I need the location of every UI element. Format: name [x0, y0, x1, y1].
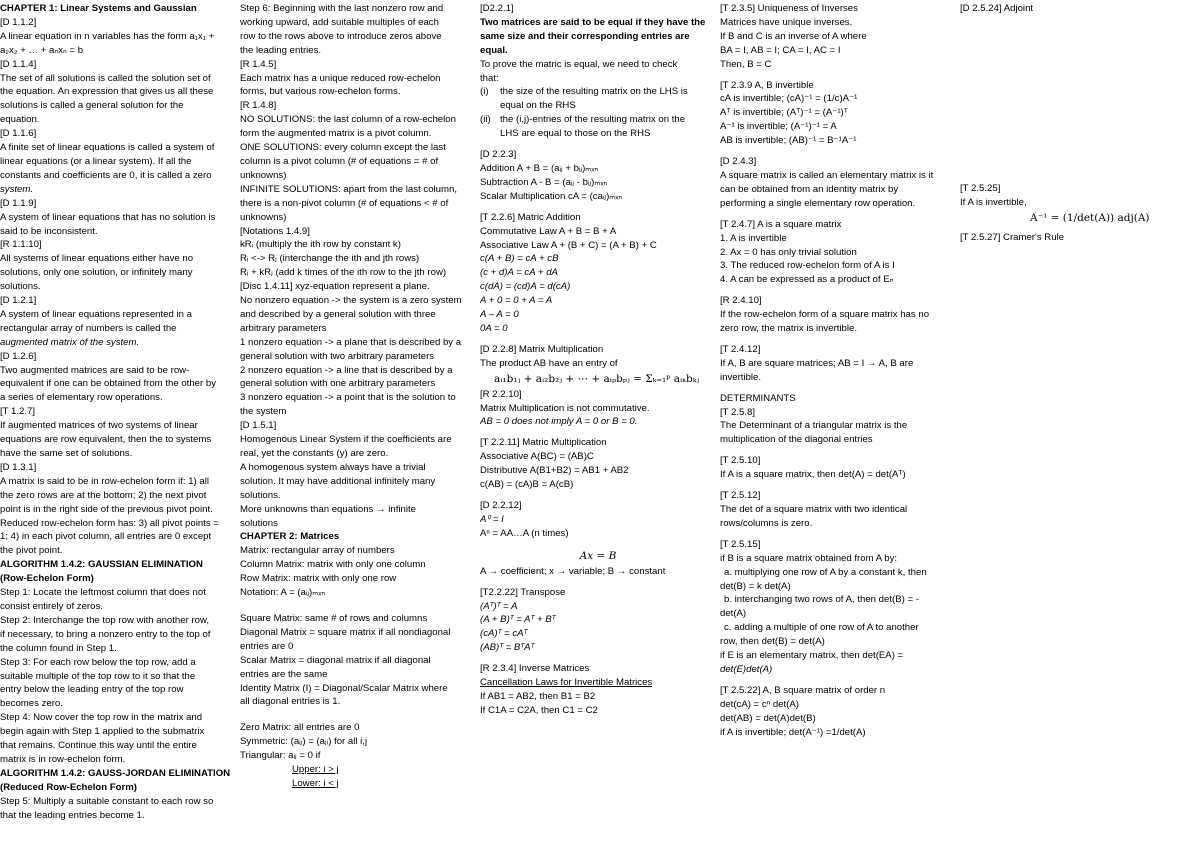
text-line: det(E)det(A): [720, 663, 773, 675]
text-line: If AB1 = AB2, then B1 = B2: [480, 690, 596, 702]
text-line: if B is a square matrix obtained from A by:: [720, 552, 898, 564]
text-line: c(A + B) = cA + cB: [480, 253, 559, 265]
text-line: arbitrary parameters: [240, 322, 327, 334]
spacer: [720, 531, 956, 538]
text-line: unknowns): [240, 211, 287, 223]
text-line: 2. Ax = 0 has only trivial solution: [720, 246, 857, 258]
text-line: Triangular: aᵢⱼ = 0 if: [240, 750, 321, 762]
text-line: constants and coefficients are 0, it is called a zero: [0, 169, 212, 181]
text-line: Two matrices are said to be equal if they have the: [480, 16, 706, 28]
list-marker: (i): [480, 86, 489, 98]
text-line: column is a pivot column (# of equations = # of: [240, 155, 439, 167]
algorithm-heading: ALGORITHM 1.4.2: GAUSSIAN ELIMINATION: [0, 559, 203, 571]
text-line: A⁻¹ is invertible; (A⁻¹)⁻¹ = A: [720, 121, 837, 133]
text-line: Matrix: rectangular array of numbers: [240, 545, 395, 557]
spacer: [720, 385, 956, 392]
text-line: Column Matrix: matrix with only one column: [240, 559, 426, 571]
spacer: [240, 600, 478, 612]
text-line: solutions.: [240, 489, 281, 501]
spacer: [720, 482, 956, 489]
spacer: [720, 287, 956, 294]
spacer: [720, 211, 956, 218]
text-line: linear equations (or a linear system). If all the: [0, 155, 192, 167]
label-d2212: [D 2.2.12]: [480, 500, 522, 511]
text-line: kRᵢ (multiply the ith row by constant k): [240, 239, 401, 251]
product-formula: aᵢ₁b₁ⱼ + aᵢ₂b₂ⱼ + ⋯ + aᵢₚbₚⱼ = Σₖ₌₁ᵖ aᵢₖbₖⱼ: [494, 372, 700, 385]
text-line: If augmented matrices of two systems of linear: [0, 420, 198, 432]
spacer: [480, 541, 716, 548]
text-line: BA = I, AB = I; CA = I, AC = I: [720, 44, 841, 56]
label-d112: [D 1.1.2]: [0, 16, 37, 28]
step-line: Step 2: Interchange the top row with another row,: [0, 614, 210, 626]
section-heading-determinants: DETERMINANTS: [720, 392, 796, 404]
text-line: If the row-echelon form of a square matrix has no: [720, 309, 930, 321]
text-line: equations are row equivalent, then the to systems: [0, 434, 212, 446]
text-line: same size and their corresponding entries are: [480, 30, 690, 42]
text-line: 2 nonzero equation -> a line that is described by a: [240, 364, 453, 376]
text-line: point is in the right side of the previous pivot point.: [0, 503, 213, 515]
spacer: [720, 148, 956, 155]
text-line: form the augmented matrix is a pivot column.: [240, 128, 432, 140]
text-line: solutions: [240, 517, 278, 529]
text-line: rows/columns is zero.: [720, 517, 813, 529]
text-line: 3 nonzero equation -> a point that is the solution to: [240, 392, 456, 404]
label-t2512: [T 2.5.12]: [720, 490, 761, 502]
label-t2515: [T 2.5.15]: [720, 538, 761, 550]
text-line: A finite set of linear equations is called a system of: [0, 142, 215, 154]
text-line: A system of linear equations that has no solution is: [0, 211, 216, 223]
text-line: Scalar Multiplication cA = (caᵢⱼ)ₘₓₙ: [480, 190, 623, 202]
algorithm-subheading: (Reduced Row-Echelon Form): [0, 781, 137, 793]
text-line: c(dA) = (cd)A = d(cA): [480, 281, 571, 293]
text-line: solutions.: [0, 281, 41, 293]
label-d151: [D 1.5.1]: [240, 420, 277, 432]
text-line: consist entirely of zeros.: [0, 600, 103, 612]
text-line: multiplication of the diagonal entries: [720, 434, 873, 446]
text-line: general solution with one arbitrary parameters: [240, 378, 436, 390]
label-t235: [T 2.3.5] Uniqueness of Inverses: [720, 3, 858, 14]
text-line: entry below the leading entry of the top row: [0, 684, 184, 696]
label-t239: [T 2.3.9 A, B invertible: [720, 79, 814, 91]
label-r234: [R 2.3.4] Inverse Matrices: [480, 663, 590, 675]
spacer: [480, 336, 716, 343]
text-line: rectangular array of numbers is called the: [0, 322, 177, 334]
text-line: forms, but various row-echelon forms.: [240, 86, 401, 98]
text-line: matrix is in row-echelon form.: [0, 753, 126, 765]
inverse-adjoint-formula: A⁻¹ = (1/det(A)) adj(A): [1030, 211, 1150, 224]
text-line: The Determinant of a triangular matrix is the: [720, 420, 908, 432]
text-line: AB = 0 does not imply A = 0 or B = 0.: [480, 416, 638, 428]
text-line: A → coefficient; x → variable; B → constant: [480, 565, 666, 577]
text-line: 1 nonzero equation -> a plane that is described by a: [240, 336, 462, 348]
text-line: (AB)ᵀ = BᵀAᵀ: [480, 642, 535, 654]
label-d121: [D 1.2.1]: [0, 295, 37, 307]
text-line: Scalar Matrix = diagonal matrix if all diagonal: [240, 654, 431, 666]
label-d114: [D 1.1.4]: [0, 58, 37, 70]
text-line: invertible.: [720, 371, 762, 383]
text-line: system.: [0, 183, 34, 195]
label-r145: [R 1.4.5]: [240, 58, 277, 70]
text-line: becomes zero.: [0, 698, 63, 710]
text-line: Square Matrix: same # of rows and columns: [240, 612, 428, 624]
text-line: zero row, the matrix is invertible.: [720, 323, 858, 335]
text-line: A linear equation in n variables has the form a₁x₁ +: [0, 30, 215, 42]
text-line: real, yet the constants (y) are zero.: [240, 448, 389, 459]
spacer: [720, 336, 956, 343]
label-r1110: [R 1.1.10]: [0, 239, 42, 251]
text-line: entries are the same: [240, 668, 328, 680]
text-line: More unknowns than equations → infinite: [240, 503, 416, 515]
text-line: all diagonal entries is 1.: [240, 696, 341, 708]
list-marker: (ii): [480, 114, 491, 126]
text-line: c. adding a multiple of one row of A to another: [724, 622, 919, 634]
text-line: if A is invertible; det(A⁻¹) =1/det(A): [720, 726, 866, 738]
text-line: If A, B are square matrices; AB = I → A, B are: [720, 357, 914, 369]
text-line: The set of all solutions is called the solution set of: [0, 72, 211, 84]
text-line: augmented matrix of the system.: [0, 336, 140, 348]
text-line: working upward, add suitable multiples of each: [240, 16, 439, 28]
text-line: Lower: i < j: [292, 777, 339, 789]
text-line: equivalent if one can be obtained from the other by: [0, 378, 217, 390]
spacer: [480, 492, 716, 499]
text-line: 0A = 0: [480, 322, 508, 334]
text-line: row, then det(B) = det(A): [720, 636, 825, 648]
text-line: unknowns): [240, 169, 287, 181]
text-line: begin again with Step 1 applied to the submatrix: [0, 726, 205, 738]
column-2: [240, 2, 478, 791]
spacer: [480, 579, 716, 586]
text-line: cA is invertible; (cA)⁻¹ = (1/c)A⁻¹: [720, 93, 858, 105]
list-item: [480, 85, 716, 99]
text-line: A – A = 0: [480, 309, 519, 321]
text-line: Aᵀ is invertible; (Aᵀ)⁻¹ = (A⁻¹)ᵀ: [720, 107, 848, 119]
spacer: [240, 709, 478, 721]
text-line: det(B) = k det(A): [720, 580, 791, 592]
text-line: [Disc 1.4.11] xyz-equation represent a plane.: [240, 281, 430, 293]
label-d243: [D 2.4.3]: [720, 156, 757, 168]
text-line: Subtraction A - B = (aᵢⱼ - bᵢⱼ)ₘₓₙ: [480, 176, 608, 188]
step-line: Step 1: Locate the leftmost column that does not: [0, 587, 206, 599]
text-line: row to the rows above to introduce zeros above: [240, 30, 442, 42]
text-line: Matrices have unique inverses.: [720, 16, 853, 28]
text-line: Associative A(BC) = (AB)C: [480, 451, 594, 463]
text-line: (Aᵀ)ᵀ = A: [480, 600, 518, 612]
label-d116: [D 1.1.6]: [0, 128, 37, 140]
label-d119: [D 1.1.9]: [0, 197, 37, 209]
label-t127: [T 1.2.7]: [0, 406, 36, 418]
text-line: b. interchanging two rows of A, then det(B) = -: [724, 594, 919, 606]
text-line: that remains. Continue this way until the entire: [0, 740, 197, 752]
spacer: [480, 204, 716, 211]
label-d221: [D2.2.1]: [480, 3, 514, 14]
text-line: the equation. An expression that gives us all these: [0, 86, 214, 98]
label-t258: [T 2.5.8]: [720, 406, 756, 418]
column-1: [0, 2, 236, 822]
text-line: Cancellation Laws for Invertible Matrices: [480, 677, 653, 689]
text-line: general solution with two arbitrary parameters: [240, 350, 435, 362]
text-line: det(cA) = cⁿ det(A): [720, 698, 799, 710]
label-t2412: [T 2.4.12]: [720, 343, 761, 355]
text-line: a series of elementary row operations.: [0, 392, 163, 404]
label-d2524: [D 2.5.24] Adjoint: [960, 3, 1034, 14]
text-line: Diagonal Matrix = square matrix if all nondiagonal: [240, 626, 451, 638]
text-line: the column found in Step 1.: [0, 642, 117, 654]
text-line: All systems of linear equations either have no: [0, 253, 194, 265]
label-d228: [D 2.2.8] Matrix Multiplication: [480, 343, 604, 355]
text-line: there is a non-pivot column (# of equations < # of: [240, 197, 449, 209]
text-line: performing a single elementary row operation.: [720, 197, 916, 209]
text-line: Identity Matrix (I) = Diagonal/Scalar Matrix where: [240, 682, 448, 694]
text-line: can be obtained from an identity matrix by: [720, 183, 899, 195]
list-text: the size of the resulting matrix on the LHS is: [500, 86, 688, 98]
label-r2210: [R 2.2.10]: [480, 388, 522, 400]
text-line: if E is an elementary matrix, then det(EA) =: [720, 650, 904, 662]
step-line: Step 4: Now cover the top row in the matrix and: [0, 712, 203, 724]
text-line: a. multiplying one row of A by a constant k, then: [724, 566, 927, 578]
label-d223: [D 2.2.3]: [480, 149, 517, 161]
text-line: solution. It may have additional infinitely many: [240, 475, 436, 487]
text-line: AB is invertible; (AB)⁻¹ = B⁻¹A⁻¹: [720, 135, 857, 147]
label-t226: [T 2.2.6] Matric Addition: [480, 211, 581, 223]
step-line: Step 5: Multiply a suitable constant to each row so: [0, 795, 214, 807]
text-line: c(AB) = (cA)B = A(cB): [480, 479, 574, 491]
text-line: Then, B = C: [720, 58, 772, 70]
text-line: Rᵢ + kRⱼ (add k times of the ith row to the jth row): [240, 267, 447, 279]
text-line: INFINITE SOLUTIONS: apart from the last column,: [240, 183, 457, 195]
text-line: If C1A = C2A, then C1 = C2: [480, 704, 598, 716]
text-line: the pivot point.: [0, 545, 63, 557]
algorithm-heading: ALGORITHM 1.4.2: GAUSS-JORDAN ELIMINATION: [0, 767, 231, 779]
step-line: Step 3: For each row below the top row, add a: [0, 656, 196, 668]
list-item: [480, 113, 716, 127]
text-line: A square matrix is called an elementary matrix is it: [720, 169, 934, 181]
text-line: that:: [480, 72, 499, 84]
text-line: equation.: [0, 114, 40, 126]
text-line: 1. A is invertible: [720, 232, 787, 244]
text-line: Each matrix has a unique reduced row-echelon: [240, 72, 441, 84]
text-line: det(A): [720, 608, 747, 620]
text-line: Homogenous Linear System if the coefficients are: [240, 434, 452, 446]
label-t22222: [T2.2.22] Transpose: [480, 586, 566, 598]
label-t2510: [T 2.5.10]: [720, 455, 761, 467]
label-r2410: [R 2.4.10]: [720, 295, 762, 307]
text-line: solutions is called a general solution for the: [0, 100, 184, 112]
text-line: entries are 0: [240, 640, 294, 652]
text-line: No nonzero equation -> the system is a zero system: [240, 295, 462, 307]
text-line: said to be inconsistent.: [0, 225, 98, 237]
text-line: if necessary, to bring a nonzero entry to the top of: [0, 628, 211, 640]
text-line: suitable multiple of the top row to it so that the: [0, 670, 196, 682]
spacer: [960, 16, 1196, 182]
text-line: Rᵢ <-> Rⱼ (interchange the ith and jth rows): [240, 253, 420, 265]
chapter-1-title: CHAPTER 1: Linear Systems and Gaussian: [0, 3, 197, 14]
column-5: [960, 2, 1196, 245]
column-3: [480, 2, 716, 718]
text-line: det(AB) = det(A)det(B): [720, 712, 816, 724]
spacer: [480, 141, 716, 148]
spacer: [480, 655, 716, 662]
text-line: (cA)ᵀ = cAᵀ: [480, 628, 528, 640]
label-t2211: [T 2.2.11] Matric Multiplication: [480, 437, 607, 449]
list-text: the (i,j)-entries of the resulting matrix on the: [500, 114, 686, 126]
text-line: Reduced row-echelon form has: 3) all pivot points =: [0, 517, 219, 529]
label-d126: [D 1.2.6]: [0, 350, 37, 362]
text-line: The det of a square matrix with two identical: [720, 504, 908, 515]
algorithm-subheading: (Row-Echelon Form): [0, 573, 94, 585]
text-line: To prove the matric is equal, we need to check: [480, 58, 678, 70]
text-line: 1; 4) in each pivot column, all entries are 0 except: [0, 531, 212, 543]
label-r148: [R 1.4.8]: [240, 100, 277, 112]
text-line: Distributive A(B1+B2) = AB1 + AB2: [480, 465, 629, 477]
label-t2525: [T 2.5.25]: [960, 182, 1001, 194]
text-line: solutions, only one solution, or infinitely many: [0, 267, 193, 279]
text-line: a₂x₂ + … + aₙxₙ = b: [0, 44, 84, 56]
text-line: Associative Law A + (B + C) = (A + B) + C: [480, 239, 657, 251]
text-line: (A + B)ᵀ = Aᵀ + Bᵀ: [480, 614, 556, 626]
text-line: If A is a square matrix, then det(A) = det(Aᵀ): [720, 469, 906, 481]
spacer: [720, 447, 956, 454]
text-line: 4. A can be expressed as a product of Eₙ: [720, 274, 894, 286]
text-line: and described by a general solution with three: [240, 308, 436, 320]
text-line: LHS are equal to those on the RHS: [500, 128, 651, 140]
spacer: [720, 72, 956, 79]
text-line: The product AB have an entry of: [480, 357, 618, 369]
spacer: [720, 677, 956, 684]
text-line: 3. The reduced row-echelon form of A is I: [720, 260, 895, 272]
text-line: Zero Matrix: all entries are 0: [240, 722, 360, 734]
text-line: the zero rows are at the bottom; 2) the next pivot: [0, 489, 207, 501]
text-line: Addition A + B = (aᵢⱼ + bᵢⱼ)ₘₓₙ: [480, 162, 599, 174]
chapter-2-title: CHAPTER 2: Matrices: [240, 531, 340, 543]
text-line: Row Matrix: matrix with only one row: [240, 573, 397, 585]
linear-system-equation: Ax = B: [579, 549, 617, 562]
spacer: [480, 429, 716, 436]
text-line: Aⁿ = AA…A (n times): [480, 527, 569, 539]
text-line: ONE SOLUTIONS: every column except the last: [240, 142, 446, 154]
text-line: have the same set of solutions.: [0, 448, 133, 459]
text-line: Notation: A = (aᵢⱼ)ₘₓₙ: [240, 587, 326, 599]
text-line: equal.: [480, 44, 508, 56]
label-notations: [Notations 1.4.9]: [240, 225, 310, 237]
column-4: [720, 2, 956, 740]
label-t247: [T 2.4.7] A is a square matrix: [720, 218, 842, 230]
text-line: the leading entries.: [240, 44, 322, 56]
text-line: Two augmented matrices are said to be row-: [0, 364, 190, 376]
text-line: A homogenous system always have a trivial: [240, 461, 426, 473]
text-line: Commutative Law A + B = B + A: [480, 225, 617, 237]
text-line: A system of linear equations represented in a: [0, 308, 192, 320]
text-line: A⁰ = I: [480, 513, 504, 525]
text-line: equal on the RHS: [500, 100, 576, 112]
label-t2527: [T 2.5.27] Cramer's Rule: [960, 231, 1065, 243]
text-line: (c + d)A = cA + dA: [480, 267, 558, 279]
text-line: If B and C is an inverse of A where: [720, 30, 867, 42]
text-line: Symmetric: (aᵢⱼ) = (aⱼᵢ) for all i,j: [240, 736, 368, 748]
text-line: that the leading entries become 1.: [0, 809, 145, 821]
text-line: the system: [240, 406, 287, 418]
label-t2522: [T 2.5.22] A, B square matrix of order n: [720, 684, 886, 696]
text-line: If A is invertible,: [960, 196, 1027, 208]
step-line: Step 6: Beginning with the last nonzero row and: [240, 3, 444, 14]
text-line: Upper: i > j: [292, 764, 339, 776]
text-line: A + 0 = 0 + A = A: [480, 295, 553, 307]
text-line: Matrix Multiplication is not commutative.: [480, 402, 650, 414]
label-d131: [D 1.3.1]: [0, 461, 37, 473]
text-line: NO SOLUTIONS: the last column of a row-echelon: [240, 114, 456, 126]
text-line: A matrix is said to be in row-echelon form if: 1) all: [0, 475, 210, 487]
